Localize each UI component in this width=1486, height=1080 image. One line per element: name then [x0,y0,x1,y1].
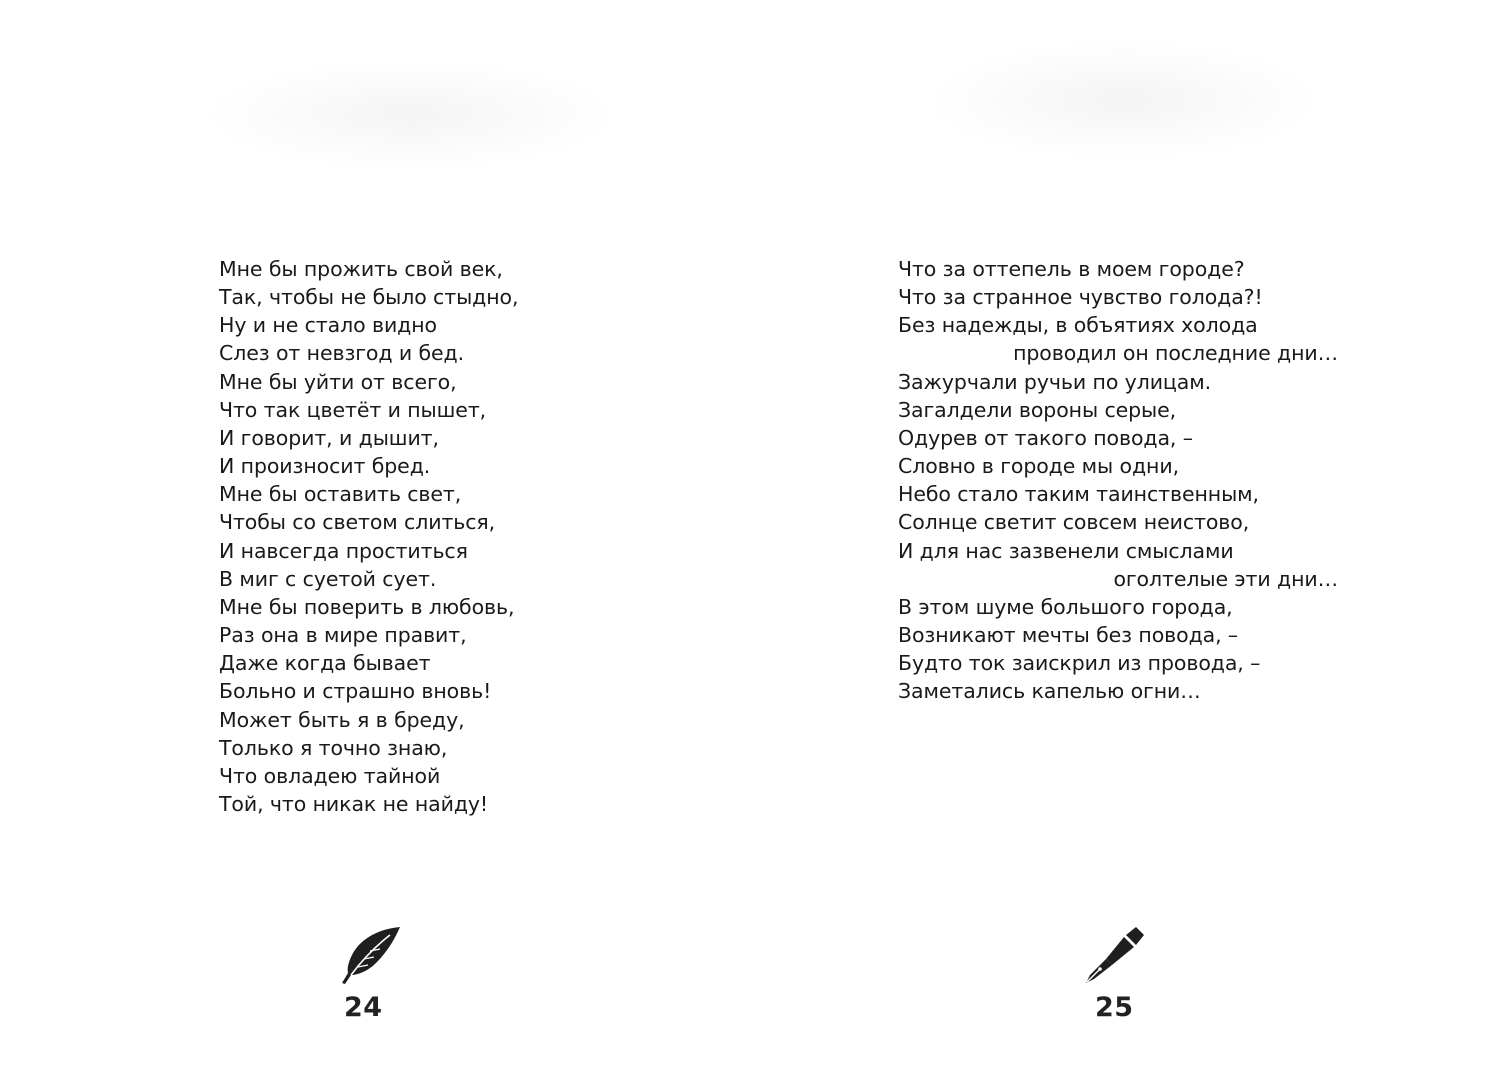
poem-line: И навсегда проститься [219,538,468,563]
poem-line: Мне бы оставить свет, [219,482,462,507]
poem-line: Даже когда бывает [219,651,431,676]
page-number: 25 [1095,992,1134,1023]
poem-line: Загалдели вороны серые, [898,397,1177,422]
poem-line: Ну и не стало видно [219,313,437,338]
poem-line: Мне бы поверить в любовь, [219,594,515,619]
right-page [743,0,1486,1080]
poem-line: Слез от невзгод и бед. [219,341,465,366]
poem-line: Зажурчали ручьи по улицам. [898,369,1212,394]
poem-line: Небо стало таким таинственным, [898,482,1259,507]
poem-line: Только я точно знаю, [219,735,448,760]
poem-line: Раз она в мире правит, [219,623,467,648]
poem-line: Чтобы со светом слиться, [219,510,496,535]
poem-line: проводил он последние дни… [1013,341,1338,366]
poem-line: Мне бы уйти от всего, [219,369,457,394]
poem-line: Мне бы прожить свой век, [219,257,503,281]
poem-line: Может быть я в бреду, [219,707,465,732]
feather-quill-icon [338,925,402,985]
poem-line: Так, чтобы не было стыдно, [219,285,519,310]
left-poem [219,255,518,818]
poem-line: В миг с суетой сует. [219,566,437,591]
poem-line: оголтелые эти дни… [1113,566,1338,591]
paper-smudge [200,60,620,170]
poem-line: В этом шуме большого города, [898,594,1233,619]
poem-line: Больно и страшно вновь! [219,679,492,704]
poem-line: Что так цветёт и пышет, [219,397,487,422]
poem-line: Что за странное чувство голода?! [898,285,1263,310]
poem-line: Солнце светит совсем неистово, [898,510,1250,535]
poem-line: Будто ток заискрил из провода, – [898,651,1261,676]
poem-line: Словно в городе мы одни, [898,454,1179,479]
right-poem [898,255,1338,706]
poem-line: Что овладею тайной [219,763,441,788]
poem-line: Без надежды, в объятиях холода [898,313,1258,338]
page-number: 24 [344,992,383,1023]
fountain-pen-icon [1082,925,1146,985]
poem-line: Возникают мечты без повода, – [898,623,1239,648]
paper-smudge [923,40,1323,160]
poem-line: И говорит, и дышит, [219,425,439,450]
poem-line: И для нас зазвенели смыслами [898,538,1234,563]
poem-line: И произносит бред. [219,454,431,479]
poem-line: Что за оттепель в моем городе? [898,257,1245,281]
poem-line: Той, что никак не найду! [219,791,489,816]
poem-line: Заметались капелью огни… [898,679,1201,704]
poem-line: Одурев от такого повода, – [898,425,1193,450]
